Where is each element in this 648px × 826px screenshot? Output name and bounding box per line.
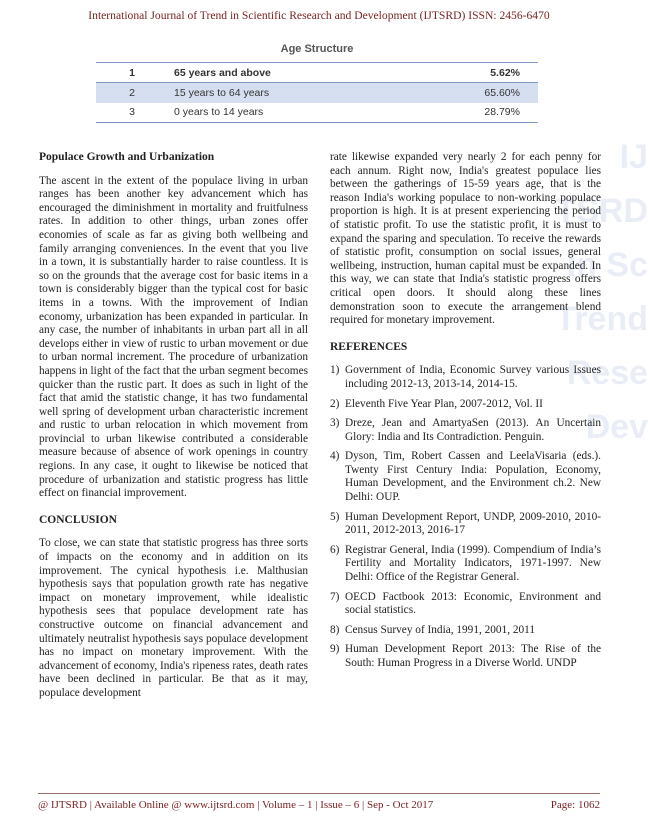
list-item: 4) Dyson, Tim, Robert Cassen and LeelaVisaria (eds.). Twenty First Century India: Population, Economy, Human Development, and the Environment ch.2. New Delhi: OUP.: [330, 450, 601, 504]
section-heading: CONCLUSION: [39, 513, 117, 526]
journal-header: International Journal of Trend in Scientific Research and Development (IJTSRD) ISSN: 2456-6470: [88, 9, 550, 22]
section-heading: REFERENCES: [330, 340, 408, 353]
table-title: Age Structure: [280, 43, 354, 55]
list-item: 9) Human Development Report 2013: The Rise of the South: Human Progress in a Diverse World. UNDP: [330, 643, 601, 669]
reference-list: [330, 364, 601, 670]
percentage: 65.60%: [484, 86, 520, 99]
list-item: 3) Dreze, Jean and AmartyaSen (2013). An Uncertain Glory: India and Its Contradiction. Penguin.: [330, 417, 601, 443]
list-item: 8) Census Survey of India, 1991, 2001, 2011: [330, 623, 536, 636]
paragraph: To close, we can state that statistic progress has three sorts of impacts on the economy and in addition on its improvement. The cynical hypothesis i.e. Malthusian hypothesis says that population growth rate has negative impact on monetary improvement, while idealistic hypothesis sees that populace development rate has constructive outcome on financial advancement and ultimately neutralist hypothesis says populace development has no impact on monetary improvement. With the advancement of economy, India's ripeness rates, death rates have been declined in particular. Be that as it may, populace development: [39, 537, 308, 699]
paragraph: rate likewise expanded very nearly 2 for each penny for each annum. Right now, India's greatest populace lies between the gatherings of 15-59 years age, that is the reason India's working populace to non-working populace proportion is high. It is at present experiencing the period of statistic profit. To use the statistic profit, it is must to expand the sparing and speculation. To receive the rewards of statistic profit, consumption on social issues, general wellbeing, instruction, human capital must be expanded. In this way, we can state that India's statistic progress offers critical open doors. It should along these lines demonstration soon to execute the arrangement blend required for monetary improvement.: [330, 151, 601, 327]
table-row: [96, 83, 538, 103]
age-range: 0 years to 14 years: [174, 106, 264, 119]
percentage: 28.79%: [484, 106, 520, 119]
list-item: 1) Government of India, Economic Survey various Issues including 2012-13, 2013-14, 2014-15.: [330, 364, 601, 390]
percentage: 5.62%: [490, 66, 520, 79]
paragraph: The ascent in the extent of the populace living in urban ranges has been another key advancement which has encouraged the diminishment in mortality and fruitfulness rates. In addition to other things, urban zones offer economies of scale as far as giving both wellbeing and family arranging conveniences. In the event that you live in a town, it is substantially harder to raise countless. It is so on the grounds that the average cost for basic items in a town is considerably bigger than the typical cost for basic items in a towns. With the improvement of Indian economy, urbanization has been expanded in particular. In any case, the number of inhabitants in urban part all in all develops either in view of rustic to urban movement or due to urban normal increment. The procedure of urbanization happens in light of the fact that the urban segment becomes quicker than the rustic part. It does as such in light of the fact that amid the statistic change, it has two fundamental well spring of development urban characteristic increment and rustic to urban relocation in which movement from provincial to urban likewise contributed a considerable measure because of absence of work openings in country regions. In any case, it ought to likewise be noticed that procedure of urbanization and statistic progress has little effect on financial improvement.: [39, 174, 308, 500]
list-item: 5) Human Development Report, UNDP, 2009-2010, 2010-2011, 2012-2013, 2016-17: [330, 510, 601, 537]
footer-divider: [38, 793, 600, 794]
table-row: [96, 63, 538, 83]
row-number: 2: [129, 86, 135, 99]
background-watermark: IJ TSRD In Sc Trend Rese Dev: [555, 138, 648, 446]
row-number: 3: [129, 106, 135, 119]
row-number: 1: [129, 66, 135, 79]
age-range: 65 years and above: [174, 66, 271, 79]
right-column: [330, 151, 601, 677]
list-item: 2) Eleventh Five Year Plan, 2007-2012, Vol. II: [330, 397, 543, 410]
age-structure-table: [96, 40, 538, 123]
age-range: 15 years to 64 years: [174, 86, 270, 99]
table-row: [96, 103, 538, 123]
footer-info: @ IJTSRD | Available Online @ www.ijtsrd.com | Volume – 1 | Issue – 6 | Sep - Oct 2017: [38, 799, 434, 811]
left-column: [39, 151, 308, 701]
list-item: 7) OECD Factbook 2013: Economic, Environment and social statistics.: [330, 590, 601, 617]
page-number: Page: 1062: [550, 799, 600, 811]
list-item: 6) Registrar General, India (1999). Compendium of India’s Fertility and Mortality Indicators, 1971-1997. New Delhi: Office of the Registrar General.: [330, 543, 601, 584]
section-heading: Populace Growth and Urbanization: [39, 151, 215, 163]
